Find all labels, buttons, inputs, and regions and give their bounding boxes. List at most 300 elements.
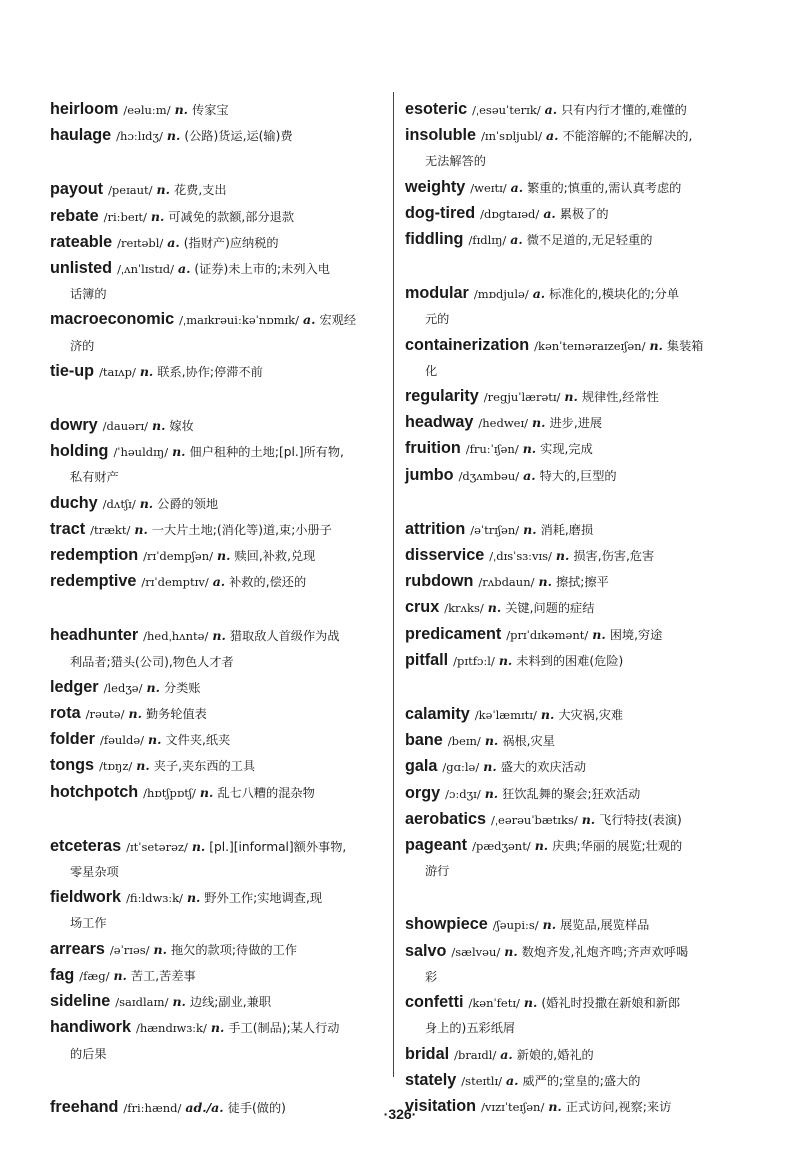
definition-continuation: 场工作	[70, 916, 107, 931]
part-of-speech: n.	[498, 652, 513, 668]
phonetic: /rɪˈdempʃən/	[143, 549, 213, 564]
entry-group	[50, 623, 382, 805]
definition: 集装箱	[666, 338, 704, 353]
phonetic: /ɪnˈsɒljubl/	[481, 129, 543, 144]
phonetic: /trækt/	[90, 522, 131, 537]
part-of-speech: a.	[510, 232, 523, 248]
definition: 祸根,灾星	[502, 734, 555, 749]
part-of-speech: n.	[649, 337, 663, 353]
headword: tongs	[50, 756, 95, 775]
definition-continuation: 的后果	[70, 1046, 107, 1061]
part-of-speech: n.	[139, 495, 154, 511]
dictionary-entry	[405, 990, 750, 1041]
part-of-speech: n.	[542, 917, 557, 933]
definition: 损害,伤害,危害	[573, 549, 655, 564]
definition-continuation: 零星杂项	[70, 865, 119, 880]
phonetic: /gɑːlə/	[442, 760, 480, 775]
phonetic: /əˈtrɪʃən/	[470, 522, 520, 537]
definition: 乱七八糟的混杂物	[217, 785, 315, 800]
headword: bane	[405, 731, 443, 750]
headword: esoteric	[405, 100, 468, 118]
dictionary-entry	[405, 939, 750, 990]
dictionary-entry	[405, 912, 750, 938]
headword: headhunter	[50, 626, 139, 645]
definition: 飞行特技(表演)	[599, 812, 682, 827]
phonetic: /friːhænd/	[123, 1100, 182, 1115]
dictionary-entry	[50, 177, 382, 203]
dictionary-entry	[405, 281, 750, 332]
definition: 累极了的	[559, 206, 609, 221]
phonetic: /prɪˈdɪkəmənt/	[506, 627, 589, 642]
definition: 佃户租种的土地;[pl.]所有物,	[189, 445, 344, 460]
definition: (公路)货运,运(输)费	[184, 129, 293, 144]
definition: 夹子,夹东西的工具	[153, 759, 256, 774]
dictionary-entry	[405, 175, 750, 201]
phonetic: /weɪtɪ/	[470, 180, 507, 195]
dictionary-entry	[405, 569, 750, 595]
headword: rubdown	[405, 572, 474, 591]
definition: 关键,问题的症结	[505, 601, 595, 616]
dictionary-entry	[405, 463, 750, 489]
dictionary-entry	[50, 727, 382, 753]
dictionary-entry	[50, 780, 382, 806]
phonetic: /kənˈfetɪ/	[468, 996, 520, 1011]
dictionary-entry	[50, 675, 382, 701]
definition-continuation: 无法解答的	[425, 154, 486, 169]
phonetic: /eəluːm/	[123, 103, 171, 117]
dictionary-entry	[405, 517, 750, 543]
phonetic: /ɪtˈsetərəz/	[126, 839, 188, 854]
definition: (婚礼时投撒在新娘和新郎	[541, 996, 681, 1011]
part-of-speech: n.	[134, 521, 148, 537]
part-of-speech: n.	[152, 418, 166, 434]
headword: aerobatics	[405, 809, 486, 828]
page-number: ·326·	[383, 1106, 417, 1122]
headword: attrition	[405, 519, 466, 538]
part-of-speech: a.	[523, 467, 536, 483]
definition: 拖欠的款项;待做的工作	[170, 942, 297, 957]
part-of-speech: n.	[148, 732, 162, 748]
definition: 猎取敌人首级作为战	[229, 629, 340, 644]
definition-continuation: 私有财产	[70, 470, 119, 485]
phonetic: /hedˌhʌntə/	[143, 629, 209, 644]
part-of-speech: a.	[177, 261, 191, 277]
dictionary-entry	[50, 569, 382, 595]
phonetic: /ˌeərəuˈbætɪks/	[490, 812, 578, 827]
headword: weighty	[405, 177, 466, 196]
dictionary-entry	[405, 781, 750, 807]
part-of-speech: a.	[510, 179, 524, 195]
phonetic: /ɔːdʒɪ/	[445, 786, 481, 801]
dictionary-entry	[405, 201, 750, 227]
part-of-speech: a.	[212, 574, 226, 590]
phonetic: /reɪtəbl/	[117, 235, 164, 250]
dictionary-entry	[50, 885, 382, 936]
phonetic: /peɪaut/	[108, 183, 153, 198]
definition: 不能溶解的;不能解决的,	[562, 129, 693, 144]
phonetic: /əˈrɪəs/	[109, 942, 150, 957]
part-of-speech: n.	[172, 444, 186, 460]
phonetic: /kənˈteɪnəraɪzeɪʃən/	[534, 338, 646, 353]
definition-continuation: 彩	[425, 969, 438, 984]
headword: duchy	[50, 493, 98, 512]
phonetic: /ˌdɪsˈsɜːvɪs/	[489, 549, 552, 564]
definition: 庆典;华丽的展览;壮观的	[552, 839, 683, 854]
headword: modular	[405, 284, 469, 303]
dictionary-entry	[405, 97, 750, 123]
entry-group	[50, 97, 382, 149]
phonetic: /pædʒənt/	[472, 839, 531, 854]
definition: 一大片土地;(消化等)道,束;小册子	[151, 522, 332, 537]
part-of-speech: n.	[191, 838, 206, 854]
definition: 花费,支出	[174, 183, 227, 198]
phonetic: /taɪʌp/	[99, 364, 136, 379]
headword: regularity	[405, 387, 479, 406]
definition-continuation: 化	[425, 363, 438, 378]
dictionary-entry	[50, 439, 382, 490]
dictionary-entry	[50, 256, 382, 307]
phonetic: /hedweɪ/	[478, 416, 529, 431]
headword: holding	[50, 442, 109, 461]
definition: 消耗,磨损	[540, 522, 594, 537]
definition-continuation: 利品者;猎头(公司),物色人才者	[70, 654, 234, 669]
dictionary-entry	[405, 436, 750, 462]
definition: 实现,完成	[540, 442, 593, 457]
dictionary-entry	[405, 833, 750, 884]
definition: 可减免的款额,部分退款	[168, 209, 295, 224]
part-of-speech: n.	[146, 679, 160, 695]
headword: macroeconomic	[50, 310, 175, 329]
definition: 嫁妆	[169, 419, 194, 434]
dictionary-entry	[50, 123, 382, 149]
phonetic: /beɪn/	[447, 734, 481, 749]
phonetic: /fæg/	[79, 968, 110, 983]
phonetic: /hændɪwɜːk/	[135, 1021, 207, 1036]
definition: 野外工作;实地调查,现	[204, 891, 323, 906]
headword: gala	[405, 757, 438, 776]
part-of-speech: n.	[487, 600, 502, 616]
phonetic: /sælvəu/	[451, 944, 501, 959]
phonetic: /rɪˈdemptɪv/	[141, 575, 209, 590]
phonetic: /tɒŋz/	[99, 759, 133, 774]
part-of-speech: n.	[484, 785, 499, 801]
dictionary-entry	[405, 543, 750, 569]
phonetic: /fɪdlɪŋ/	[468, 233, 507, 248]
entry-group	[405, 517, 750, 674]
phonetic: /hɒtʃpɒtʃ/	[143, 785, 196, 800]
phonetic: /fruːˈɪʃən/	[465, 442, 519, 457]
part-of-speech: n.	[212, 628, 226, 644]
headword: fiddling	[405, 230, 464, 249]
definition: 威严的;堂皇的;盛大的	[522, 1073, 641, 1088]
headword: dowry	[50, 416, 98, 435]
phonetic: /saɪdlaɪn/	[115, 995, 169, 1010]
dictionary-entry	[405, 728, 750, 754]
headword: fieldwork	[50, 888, 122, 907]
headword: stately	[405, 1070, 457, 1089]
part-of-speech: n.	[538, 574, 552, 590]
dictionary-entry	[405, 227, 750, 253]
phonetic: /ˌʌnˈlɪstɪd/	[117, 262, 174, 277]
dictionary-entry	[50, 307, 382, 358]
headword: handiwork	[50, 1018, 131, 1037]
part-of-speech: n.	[153, 941, 167, 957]
definition: 数炮齐发,礼炮齐鸣;齐声欢呼喝	[521, 944, 689, 959]
phonetic: /ˌesəuˈterɪk/	[472, 103, 541, 117]
definition: 擦拭;擦平	[555, 575, 609, 590]
part-of-speech: n.	[483, 759, 497, 775]
headword: redemption	[50, 546, 139, 565]
part-of-speech: n.	[139, 363, 154, 379]
definition: 苦工,苦差事	[130, 968, 196, 983]
phonetic: /steɪtlɪ/	[461, 1073, 503, 1088]
definition: 赎回,补救,兑现	[234, 549, 316, 564]
definition-continuation: 元的	[425, 312, 450, 327]
definition: 困境,穷途	[609, 627, 663, 642]
definition: 宏观经	[319, 313, 357, 328]
phonetic: /rəutə/	[85, 707, 125, 722]
dictionary-entry	[50, 204, 382, 230]
part-of-speech: n.	[113, 967, 127, 983]
part-of-speech: a.	[546, 128, 559, 144]
dictionary-entry	[405, 622, 750, 648]
definition: 进步,进展	[549, 416, 603, 431]
headword: dog-tired	[405, 203, 476, 222]
headword: tract	[50, 519, 86, 538]
definition: 补救的,偿还的	[229, 575, 307, 590]
dictionary-entry	[50, 517, 382, 543]
dictionary-entry	[50, 753, 382, 779]
part-of-speech: a.	[500, 1046, 513, 1062]
dictionary-entry	[405, 648, 750, 674]
dictionary-entry	[405, 333, 750, 384]
dictionary-entry	[50, 937, 382, 963]
dictionary-entry	[50, 413, 382, 439]
definition: (证券)未上市的;未列入电	[194, 262, 330, 277]
part-of-speech: n.	[581, 811, 596, 827]
definition: (指财产)应纳税的	[183, 235, 279, 250]
entry-group	[50, 834, 382, 1067]
dictionary-entry	[405, 807, 750, 833]
headword: jumbo	[405, 465, 454, 484]
headword: crux	[405, 598, 440, 617]
headword: hotchpotch	[50, 782, 139, 801]
headword: salvo	[405, 941, 447, 960]
dictionary-entry	[50, 963, 382, 989]
headword: showpiece	[405, 915, 488, 934]
phonetic: /dʒʌmbəu/	[458, 468, 520, 483]
part-of-speech: n.	[217, 548, 231, 564]
entry-group	[50, 413, 382, 595]
definition-continuation: 游行	[425, 864, 450, 879]
part-of-speech: n.	[564, 389, 578, 405]
part-of-speech: a.	[543, 205, 556, 221]
part-of-speech: n.	[523, 521, 537, 537]
headword: disservice	[405, 546, 485, 565]
entry-group	[50, 177, 382, 385]
headword: haulage	[50, 126, 112, 145]
dictionary-entry	[405, 384, 750, 410]
definition: 微不足道的,无足轻重的	[526, 233, 653, 248]
phonetic: /regjuˈlærətɪ/	[483, 390, 561, 405]
phonetic: /dauərɪ/	[102, 419, 149, 434]
definition: 未料到的困难(危险)	[516, 653, 624, 668]
dictionary-entry	[50, 230, 382, 256]
definition: 盛大的欢庆活动	[500, 760, 587, 775]
definition: 勤务轮值表	[145, 707, 207, 722]
headword: redemptive	[50, 572, 137, 591]
dictionary-entry	[405, 754, 750, 780]
dictionary-entry	[50, 491, 382, 517]
headword: freehand	[50, 1097, 119, 1116]
entry-group	[405, 702, 750, 884]
dictionary-entry	[50, 543, 382, 569]
definition: 传家宝	[192, 103, 229, 117]
phonetic: /kəˈlæmɪtɪ/	[474, 708, 537, 723]
definition: 正式访问,视察;来访	[565, 1099, 672, 1114]
part-of-speech: n.	[484, 733, 499, 749]
definition: [pl.][informal]额外事物,	[209, 839, 347, 854]
phonetic: /pɪtfɔːl/	[453, 653, 495, 668]
part-of-speech: n.	[522, 441, 537, 457]
definition: 公爵的领地	[157, 496, 219, 511]
dictionary-entry	[405, 1068, 750, 1094]
headword: sideline	[50, 992, 111, 1011]
headword: visitation	[405, 1096, 477, 1115]
headword: orgy	[405, 783, 441, 802]
dictionary-entry	[405, 702, 750, 728]
headword: arrears	[50, 939, 105, 958]
part-of-speech: n.	[210, 1020, 225, 1036]
headword: pageant	[405, 836, 468, 855]
part-of-speech: n.	[504, 943, 518, 959]
part-of-speech: n.	[534, 838, 549, 854]
headword: insoluble	[405, 126, 477, 145]
part-of-speech: a.	[506, 1072, 519, 1088]
headword: headway	[405, 413, 474, 432]
definition: 繁重的;慎重的,需认真考虑的	[527, 180, 682, 195]
headword: fruition	[405, 439, 461, 458]
definition: 大灾祸,灾难	[558, 708, 624, 723]
definition: 徒手(做的)	[227, 1100, 286, 1115]
phonetic: /hɔːlɪdʒ/	[116, 129, 163, 144]
dictionary-entry	[50, 359, 382, 385]
part-of-speech: n.	[199, 784, 214, 800]
phonetic: /dʌtʃɪ/	[102, 496, 136, 511]
definition: 分类账	[163, 680, 201, 695]
left-column	[50, 97, 382, 1149]
headword: predicament	[405, 624, 502, 643]
part-of-speech: n.	[166, 128, 181, 144]
phonetic: /dɒgtaɪəd/	[480, 206, 540, 221]
headword: fag	[50, 965, 75, 984]
definition: 只有内行才懂的,难懂的	[561, 103, 687, 117]
part-of-speech: a.	[532, 286, 546, 302]
phonetic: /braɪdl/	[454, 1047, 497, 1062]
headword: confetti	[405, 993, 464, 1012]
right-column	[405, 97, 750, 1148]
phonetic: /ˈhəuldɪŋ/	[113, 445, 169, 460]
headword: folder	[50, 730, 95, 749]
dictionary-entry	[405, 1042, 750, 1068]
definition-continuation: 身上的)五彩纸屑	[425, 1021, 516, 1036]
dictionary-entry	[405, 595, 750, 621]
headword: rota	[50, 704, 81, 723]
dictionary-entry	[405, 123, 750, 174]
part-of-speech: n.	[156, 182, 170, 198]
definition: 规律性,经常性	[581, 390, 659, 405]
phonetic: /ˌmaɪkrəuiːkəˈnɒmɪk/	[179, 313, 299, 328]
definition: 标准化的,模块化的;分单	[549, 287, 680, 302]
part-of-speech: n.	[532, 415, 546, 431]
definition: 展览品,展览样品	[560, 918, 650, 933]
phonetic: /riːbeɪt/	[103, 209, 147, 224]
headword: tie-up	[50, 361, 95, 380]
phonetic: /fəuldə/	[99, 733, 145, 748]
definition: 边线;副业,兼职	[189, 995, 272, 1010]
part-of-speech: a.	[303, 312, 316, 328]
part-of-speech: n.	[592, 626, 606, 642]
headword: payout	[50, 180, 104, 199]
headword: bridal	[405, 1044, 450, 1063]
dictionary-entry	[50, 834, 382, 885]
definition: 新娘的,婚礼的	[516, 1047, 594, 1062]
part-of-speech: n.	[174, 102, 189, 117]
part-of-speech: a.	[167, 234, 180, 250]
headword: pitfall	[405, 650, 449, 669]
dictionary-entry	[50, 623, 382, 674]
definition-continuation: 话簿的	[70, 287, 107, 302]
definition: 手工(制品);某人行动	[228, 1021, 340, 1036]
phonetic: /mɒdjulə/	[473, 287, 529, 302]
part-of-speech: a.	[544, 102, 558, 117]
headword: calamity	[405, 705, 470, 724]
phonetic: /vɪzɪˈteɪʃən/	[481, 1099, 545, 1114]
headword: containerization	[405, 335, 530, 354]
definition: 特大的,巨型的	[539, 468, 617, 483]
entry-group	[405, 97, 750, 253]
headword: rebate	[50, 206, 99, 225]
headword: ledger	[50, 677, 99, 696]
dictionary-entry	[50, 97, 382, 123]
phonetic: /rʌbdaun/	[478, 575, 535, 590]
part-of-speech: n.	[150, 208, 165, 224]
part-of-speech: n.	[128, 706, 142, 722]
dictionary-entry	[405, 410, 750, 436]
dictionary-entry	[50, 1015, 382, 1066]
phonetic: /fiːldwɜːk/	[126, 891, 183, 906]
headword: etceteras	[50, 836, 122, 855]
phonetic: /krʌks/	[444, 601, 484, 616]
definition-continuation: 济的	[70, 338, 95, 353]
part-of-speech: n.	[523, 995, 538, 1011]
column-divider	[393, 92, 394, 1077]
definition: 联系,协作;停滞不前	[157, 364, 263, 379]
part-of-speech: ad./a.	[185, 1099, 224, 1115]
entry-group	[405, 912, 750, 1120]
dictionary-entry	[50, 701, 382, 727]
headword: rateable	[50, 232, 113, 251]
dictionary-entry	[50, 989, 382, 1015]
part-of-speech: n.	[186, 890, 201, 906]
definition: 狂饮乱舞的聚会;狂欢活动	[502, 786, 641, 801]
phonetic: /ledʒə/	[103, 680, 143, 695]
headword: heirloom	[50, 100, 119, 118]
definition: 文件夹,纸夹	[165, 733, 231, 748]
part-of-speech: n.	[555, 548, 570, 564]
part-of-speech: n.	[540, 707, 555, 723]
entry-group	[405, 281, 750, 489]
